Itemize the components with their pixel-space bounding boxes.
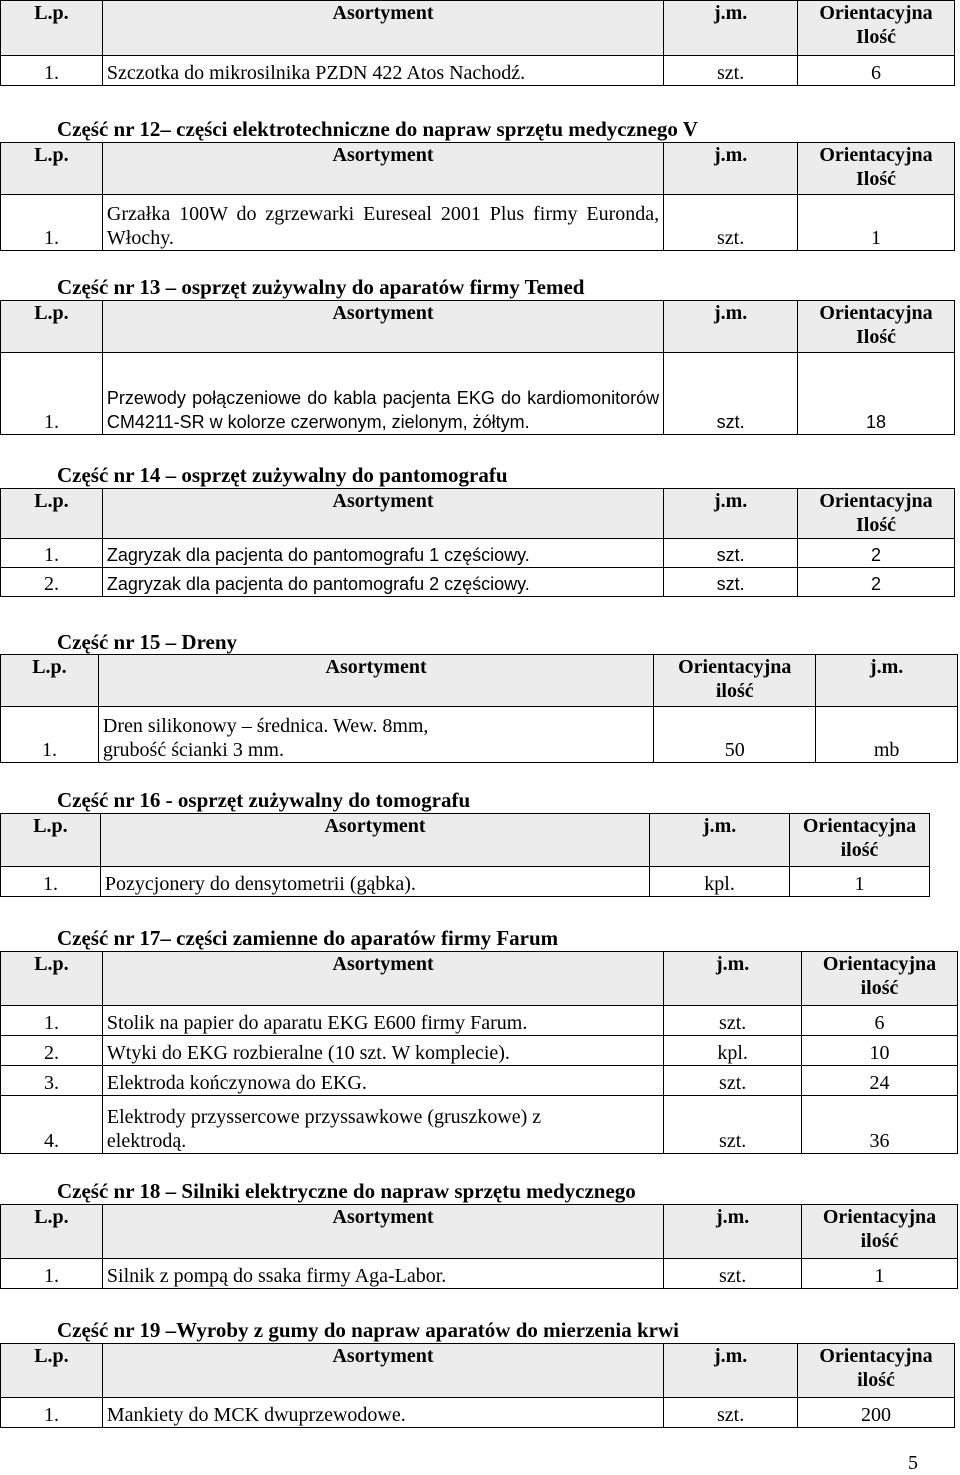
cell-ilosc: 1 <box>798 195 955 251</box>
cell-jm: szt. <box>664 1259 802 1289</box>
table-row <box>1 1006 958 1036</box>
header-asortyment: Asortyment <box>102 952 663 1006</box>
cell-ilosc: 1 <box>790 867 930 897</box>
header-asortyment: Asortyment <box>102 301 663 353</box>
table-row <box>1 1259 958 1289</box>
header-lp: L.p. <box>1 143 103 195</box>
cell-lp: 1. <box>1 1006 103 1036</box>
cell-ilosc: 24 <box>802 1066 958 1096</box>
page-number: 5 <box>908 1452 918 1474</box>
cell-lp: 1. <box>1 707 99 763</box>
cell-ilosc: 2 <box>798 568 955 597</box>
table-header-row <box>1 1 955 56</box>
table-part-11-continuation <box>0 0 955 86</box>
header-lp: L.p. <box>1 814 101 867</box>
header-ilosc: Orientacyjna Ilość <box>798 1 955 56</box>
header-jm: j.m. <box>650 814 790 867</box>
cell-ilosc: 50 <box>654 707 816 763</box>
cell-jm: kpl. <box>650 867 790 897</box>
cell-jm: szt. <box>664 1066 802 1096</box>
header-jm: j.m. <box>664 952 802 1006</box>
header-asortyment: Asortyment <box>102 1205 663 1259</box>
table-row <box>1 353 955 435</box>
header-asortyment: Asortyment <box>102 1 663 56</box>
table-header-row <box>1 1344 955 1398</box>
table-row <box>1 1096 958 1154</box>
header-jm: j.m. <box>816 655 958 707</box>
header-asortyment: Asortyment <box>102 143 663 195</box>
section-14-title: Część nr 14 – osprzęt zużywalny do pantomografu <box>57 463 508 487</box>
header-jm: j.m. <box>664 489 798 539</box>
cell-jm: kpl. <box>664 1036 802 1066</box>
cell-lp: 1. <box>1 56 103 86</box>
cell-ilosc: 6 <box>802 1006 958 1036</box>
cell-asortyment: Mankiety do MCK dwuprzewodowe. <box>102 1398 663 1428</box>
cell-ilosc: 18 <box>798 353 955 435</box>
header-ilosc: Orientacyjna ilość <box>790 814 930 867</box>
cell-asortyment: Przewody połączeniowe do kabla pacjenta EKG do kardiomonitorów CM4211-SR w kolorze czerwonym, zielonym, żółtym. <box>102 353 663 435</box>
table-row <box>1 195 955 251</box>
cell-lp: 1. <box>1 1398 103 1428</box>
table-row <box>1 56 955 86</box>
cell-lp: 1. <box>1 867 101 897</box>
table-row <box>1 1036 958 1066</box>
table-row <box>1 539 955 568</box>
table-row <box>1 568 955 597</box>
section-19-title: Część nr 19 –Wyroby z gumy do napraw aparatów do mierzenia krwi <box>57 1318 679 1342</box>
cell-jm: szt. <box>664 56 798 86</box>
cell-jm: szt. <box>664 1096 802 1154</box>
cell-asortyment: Zagryzak dla pacjenta do pantomografu 2 częściowy. <box>102 568 663 597</box>
cell-asortyment: Zagryzak dla pacjenta do pantomografu 1 częściowy. <box>102 539 663 568</box>
table-header-row <box>1 655 958 707</box>
cell-ilosc: 1 <box>802 1259 958 1289</box>
cell-lp: 3. <box>1 1066 103 1096</box>
cell-asortyment: Elektrody przyssercowe przyssawkowe (gruszkowe) z elektrodą. <box>102 1096 663 1154</box>
section-16-title: Część nr 16 - osprzęt zużywalny do tomografu <box>57 788 471 812</box>
cell-jm: szt. <box>664 539 798 568</box>
header-ilosc: Orientacyjna ilość <box>802 952 958 1006</box>
header-lp: L.p. <box>1 301 103 353</box>
section-17-title: Część nr 17– części zamienne do aparatów firmy Farum <box>57 926 559 950</box>
header-jm: j.m. <box>664 1 798 56</box>
header-ilosc: Orientacyjna ilość <box>798 1344 955 1398</box>
header-asortyment: Asortyment <box>98 655 653 707</box>
cell-jm: szt. <box>664 353 798 435</box>
table-part-13 <box>0 300 955 435</box>
header-asortyment: Asortyment <box>100 814 649 867</box>
header-ilosc: Orientacyjna ilość <box>802 1205 958 1259</box>
header-asortyment: Asortyment <box>102 1344 663 1398</box>
cell-ilosc: 6 <box>798 56 955 86</box>
table-part-14 <box>0 488 955 597</box>
section-12-title: Część nr 12– części elektrotechniczne do napraw sprzętu medycznego V <box>57 117 698 141</box>
cell-asortyment: Stolik na papier do aparatu EKG E600 firmy Farum. <box>102 1006 663 1036</box>
cell-asortyment: Szczotka do mikrosilnika PZDN 422 Atos Nachodź. <box>102 56 663 86</box>
header-jm: j.m. <box>664 143 798 195</box>
header-lp: L.p. <box>1 952 103 1006</box>
header-jm: j.m. <box>664 301 798 353</box>
cell-jm: szt. <box>664 1398 798 1428</box>
header-lp: L.p. <box>1 1205 103 1259</box>
table-row <box>1 1398 955 1428</box>
cell-jm: szt. <box>664 568 798 597</box>
cell-ilosc: 200 <box>798 1398 955 1428</box>
table-part-12 <box>0 142 955 251</box>
cell-jm: szt. <box>664 195 798 251</box>
table-header-row <box>1 1205 958 1259</box>
table-header-row <box>1 814 930 867</box>
table-part-18 <box>0 1204 958 1289</box>
table-part-19 <box>0 1343 955 1428</box>
cell-asortyment: Wtyki do EKG rozbieralne (10 szt. W komplecie). <box>102 1036 663 1066</box>
table-part-16 <box>0 813 930 897</box>
cell-ilosc: 10 <box>802 1036 958 1066</box>
cell-ilosc: 36 <box>802 1096 958 1154</box>
section-18-title: Część nr 18 – Silniki elektryczne do napraw sprzętu medycznego <box>57 1179 636 1203</box>
cell-lp: 1. <box>1 195 103 251</box>
header-lp: L.p. <box>1 489 103 539</box>
table-row <box>1 867 930 897</box>
header-lp: L.p. <box>1 655 99 707</box>
table-header-row <box>1 143 955 195</box>
header-jm: j.m. <box>664 1344 798 1398</box>
section-13-title: Część nr 13 – osprzęt zużywalny do aparatów firmy Temed <box>57 275 585 299</box>
header-ilosc: Orientacyjna Ilość <box>798 301 955 353</box>
header-lp: L.p. <box>1 1 103 56</box>
table-header-row <box>1 489 955 539</box>
header-ilosc: Orientacyjna Ilość <box>798 489 955 539</box>
header-ilosc: Orientacyjna Ilość <box>798 143 955 195</box>
cell-lp: 4. <box>1 1096 103 1154</box>
section-15-title: Część nr 15 – Dreny <box>57 630 238 654</box>
table-header-row <box>1 952 958 1006</box>
cell-asortyment: Elektroda kończynowa do EKG. <box>102 1066 663 1096</box>
cell-lp: 1. <box>1 1259 103 1289</box>
cell-jm: mb <box>816 707 958 763</box>
cell-lp: 2. <box>1 568 103 597</box>
table-row <box>1 707 958 763</box>
cell-lp: 1. <box>1 353 103 435</box>
header-ilosc: Orientacyjna ilość <box>654 655 816 707</box>
cell-asortyment: Silnik z pompą do ssaka firmy Aga-Labor. <box>102 1259 663 1289</box>
cell-lp: 2. <box>1 1036 103 1066</box>
table-row <box>1 1066 958 1096</box>
cell-lp: 1. <box>1 539 103 568</box>
header-asortyment: Asortyment <box>102 489 663 539</box>
table-part-15 <box>0 654 958 763</box>
header-lp: L.p. <box>1 1344 103 1398</box>
cell-asortyment: Dren silikonowy – średnica. Wew. 8mm, grubość ścianki 3 mm. <box>98 707 653 763</box>
cell-asortyment: Grzałka 100W do zgrzewarki Eureseal 2001 Plus firmy Euronda, Włochy. <box>102 195 663 251</box>
cell-asortyment: Pozycjonery do densytometrii (gąbka). <box>100 867 649 897</box>
cell-ilosc: 2 <box>798 539 955 568</box>
header-jm: j.m. <box>664 1205 802 1259</box>
cell-jm: szt. <box>664 1006 802 1036</box>
table-header-row <box>1 301 955 353</box>
table-part-17 <box>0 951 958 1154</box>
